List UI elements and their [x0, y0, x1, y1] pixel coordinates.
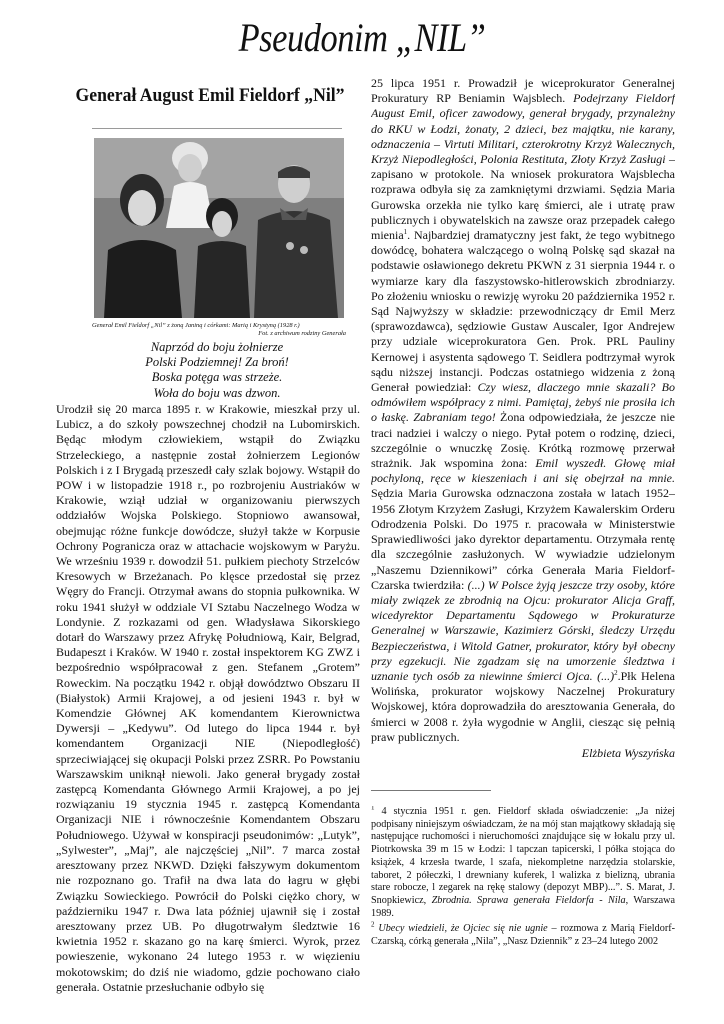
author-signature: Elżbieta Wyszyńska — [581, 746, 675, 760]
footnote-text: , Warszawa 1989. — [371, 894, 675, 919]
left-column-text: Urodził się 20 marca 1895 r. w Krakowie, mieszkał przy ul. Lubicz, a do szkoły powszechnej chodził na Lubomirskich. Będąc młodym człowiekiem, wstąpił do Związku Strzeleckiego, a następnie został żołnierzem Legionów Polskich i z I Brygadą przeszedł cały szlak bojowy. Wstąpił do POW i w listopadzie 1918 r., po rozbrojeniu Austriaków w Krakowie, wziął udział w organizowaniu pierwszych oddziałów Wojska Polskiego. Stopniowo awansował, obejmując różne funkcje dowódcze, służył także w Korpusie Ochrony Pogranicza oraz w attachacie wojskowym w Paryżu. We wrześniu 1939 r. dowodził 51. pułkiem piechoty Strzelców Kresowych w Brzeżanach. Po klęsce przedostał się przez Węgry do Francji. Otrzymał awans do stopnia pułkownika. W roku 1941 służył w oddziale VI Sztabu Naczelnego Wodza w Londynie. Z rozkazami od gen. Władysława Sikorskiego dotarł do Warszawy przez Afrykę Południową, Kair, Belgrad, Budapeszt i Kraków. W 1940 r. został inspektorem KG ZWZ i bezpośrednio współpracował z gen. Stefanem „Grotem” Roweckim. Na początku 1942 r. objął dowództwo Obszaru II (Białystok) Armii Krajowej, a od jesieni 1943 r. był w Komendzie Głównej AK komendantem Kierownictwa Dywersji – „Kedywu”. Od lutego do lipca 1944 r. był komendantem Organizacji NIE (Niepodległość) sprzeciwiającej się okupacji Polski przez ZSRR. Po Powstaniu Warszawskim uniknął niewoli. Jako generał brygady został zastępcą Komendanta Głównego Armii Krajowej, a po jej rozwiązaniu 19 stycznia 1945 r. zastępcą Komendanta Organizacji NIE i równocześnie Komendantem Obszaru Południowego. Używał w konspiracji pseudonimów: „Lutyk”, „Sylwester”, „Maj”, ale najczęściej „Nil”. 7 marca został aresztowany przez NKWD. Dzięki fałszywym dokumentom nie rozpoznano go. Trafił na dwa lata do łagru w głębi Związku Sowieckiego. Powrócił do Polski ciężko chory, w październiku 1947 r. Dwa lata później ujawnił się i został aresztowany przez UB. Po długotrwałym śledztwie 16 kwietnia 1952 r. skazano go na karę śmierci. Wyrok, przez powieszenie, wykonano 24 lutego 1953 r. w więzieniu mokotowskim; do dziś nie wiadomo, gdzie pochowano ciało generała. Ostatnie przesłuchanie odbyło się — [56, 402, 360, 994]
footnote-source: Ubecy wiedzieli, że Ojciec się nie ugnie — [378, 923, 548, 935]
title-divider — [92, 128, 342, 129]
footnote-number: 1 — [371, 806, 375, 812]
text-run: Sędzia Maria Gurowska odznaczona została w latach 1952–1956 Złotym Krzyżem Zasługi, Krzyżem Kawalerskim Orderu Odrodzenia Polski. Do 1975 r. pracowała w Ministerstwie Sprawiedliwości jako dyrektor departamentu. Otrzymała rentę dla szczególnie zasłużonych. W wywiadzie udzielonym „Naszemu Dziennikowi” córka Generała Maria Fieldorf-Czarska twierdziła: — [371, 486, 675, 592]
left-column — [56, 402, 360, 1014]
footnote-source: Zbrodnia. Sprawa generała Fieldorfa - Nila — [431, 894, 626, 906]
article-title: Generał August Emil Fieldorf „Nil” — [75, 85, 345, 106]
family-photo-illustration — [94, 138, 344, 318]
footnote-text: 4 stycznia 1951 r. gen. Fieldorf składa oświadczenie: „Ja niżej podpisany niniejszym oświadczam, że na mój stan majątkowy składają się następujące ruchomości i nieruchomości znajdujące się w łokalu przy ul. Piotrkowska 39 m 15 w Łodzi: l tapczan tapicerski, l półka stojąca do książek, 4 krzesła twarde, l szafa, niekompletne narzędzia stolarskie, taboret, 2 półeczki, l drewniany kuferek, l walizka z bielizną, ubrania stare robocze, l zegarek na rękę stalowy (depozyt MBP)...”. S. Marat, J. Snopkiewicz, — [371, 806, 675, 906]
family-photo — [94, 138, 344, 318]
right-column-text — [371, 76, 675, 744]
photo-caption-credit: Fot. z archiwum rodziny Generała — [258, 330, 346, 337]
quote-general: Czy wiesz, dlaczego mnie skazali? Bo odmówiłem współpracy z nimi. Pamiętaj, żebyś nie prosiła ich o łaskę. Zabraniam tego! — [371, 380, 675, 425]
text-run: Żona odpowiedziała, że jeszcze nie traci nadziei i walczy o niego. Pytał potem o rodzinę, dzieci, szczególnie o wnuczkę Zosię. Krótką rozmowę przerwał strażnik. Jak wspomina żona: — [371, 410, 675, 471]
text-run: 25 lipca 1951 r. Prowadził je wiceprokurator Generalnej Prokuratury RP Beniamin Wajsblech. — [371, 76, 675, 106]
quote-protocol: Podejrzany Fieldorf August Emil, oficer zawodowy, generał brygady, przynależny do RKU w Łodzi, żonaty, 2 dzieci, bez majątku, nie karany, odznaczenia – Virtuti Militari, czterokrotny Krzyż Walecznych, Krzyż Niepodległości, Polonia Restituta, Złoty Krzyż Zasługi — [371, 91, 675, 167]
quote-wife: Emil wyszedł. Głowę miał pochyloną, ręce w kieszeniach i ani się obejrzał na mnie. — [371, 456, 675, 486]
poem — [92, 340, 342, 401]
footnote-ref-1: 1 — [403, 228, 408, 237]
quote-daughter: (...) W Polsce żyją jeszcze trzy osoby, które miały związek ze zbrodnią na Ojcu: prokurator Alicja Graff, wicedyrektor Departamentu Sądowego w Prokuraturze Generalnej w Warszawie, Kazimierz Górski, śledczy Urzędu Bezpieczeństwa, i Witold Gatner, prokurator, który był obecny przy egzekucji. Nie zgadzam się na umorzenie śledztwa i uznanie tych osób za niewinne śmierci Ojca. (...) — [371, 577, 675, 683]
poem-line: Boska potęga was strzeże. — [151, 370, 283, 385]
photo-caption — [92, 322, 346, 338]
footnotes — [371, 806, 675, 956]
footnote-text: – rozmowa z Marią Fieldorf-Czarską, córką generała „Nila”, „Nasz Dziennik” z 23–24 lutego 2002 — [371, 923, 675, 948]
footnote-ref-2: 2 — [614, 668, 618, 677]
poem-line: Polski Podziemnej! Za broń! — [145, 355, 289, 370]
text-run: .Płk Helena Wolińska, prokurator wojskowy Naczelnej Prokuratury Wojskowej, która doprowadziła do aresztowania Generała, do śmierci w 2008 r. żyła wygodnie w Anglii, ciesząc się pełnią praw publicznych. — [371, 668, 675, 744]
footnote-2 — [371, 920, 675, 948]
photo-caption-main: Generał Emil Fieldorf „Nil” z żoną Janiną i córkami: Marią i Krystyną (1928 r.) — [92, 322, 300, 329]
footnote-divider — [371, 790, 491, 791]
poem-line: Naprzód do boju żołnierze — [150, 340, 284, 354]
footnote-1 — [371, 806, 675, 920]
page-title: Pseudonim „NIL” — [238, 15, 486, 60]
text-run: – zapisano w protokole. Na wniosek prokuratora Wajsblecha rozprawa odbyła się za zamkniętymi drzwiami. Sędzia Maria Gurowska orzekła nie tylko karę śmierci, ale i utratę praw publicznych i obywatelskich na zawsze oraz przepadek całego mienia — [371, 152, 675, 243]
poem-line: Woła do boju was dzwon. — [153, 385, 281, 400]
right-column — [371, 76, 675, 744]
footnote-number: 2 — [371, 920, 375, 929]
text-run: . Najbardziej dramatyczny jest fakt, że tego wybitnego dowódcę, bohatera walczącego o wolną Polskę sąd skazał na podstawie osławionego dekretu PKWN z 31 sierpnia 1944 r. o wymiarze kary dla faszystowsko-hitlerowskich zbrodniarzy. Po złożeniu wniosku o rewizję wyroku 20 października 1952 r. Sąd Najwyższy w składzie: przewodniczący dr Emil Merz (sprawozdawca), sędziowie Gustaw Auscaler, Igor Andrejew przy udziale wiceprokuratora Gen. Prok. PRL Pauliny Kernowej i asystenta sądowego T. Seidlera podtrzymał wyrok sądu niższej instancji. Podczas ostatniego widzenia z żoną Generał powiedział: — [371, 228, 675, 395]
